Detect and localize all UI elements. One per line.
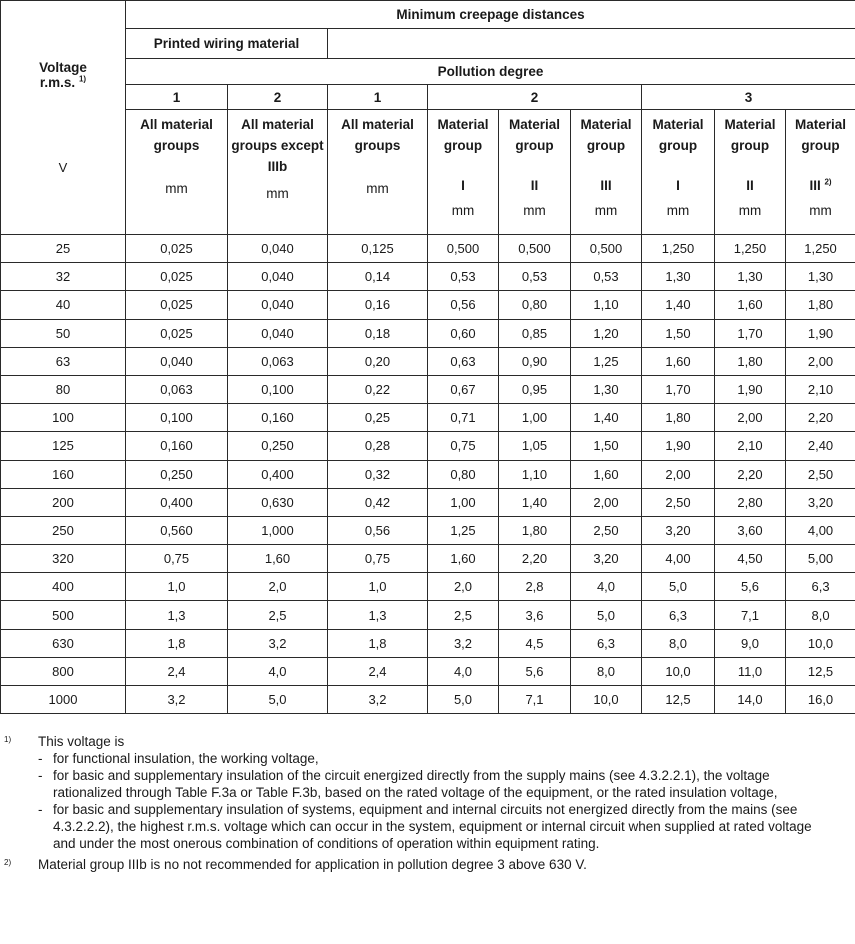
distance-cell: 0,80 bbox=[499, 291, 571, 319]
table-row bbox=[1, 545, 855, 573]
distance-cell: 1,80 bbox=[715, 347, 786, 375]
distance-cell: 2,20 bbox=[786, 404, 855, 432]
distance-cell: 2,4 bbox=[328, 657, 428, 685]
distance-cell: 1,40 bbox=[571, 404, 642, 432]
distance-cell: 1,90 bbox=[642, 432, 715, 460]
printed-wiring-header: Printed wiring material bbox=[126, 29, 328, 59]
footnote-1 bbox=[0, 733, 855, 852]
distance-cell: 1,250 bbox=[786, 235, 855, 263]
distance-cell: 0,025 bbox=[126, 263, 228, 291]
distance-cell: 1,60 bbox=[428, 545, 499, 573]
degree-number: 1 bbox=[126, 85, 228, 110]
distance-cell: 1,10 bbox=[571, 291, 642, 319]
distance-cell: 0,063 bbox=[228, 347, 328, 375]
distance-cell: 5,0 bbox=[642, 573, 715, 601]
distance-cell: 0,500 bbox=[499, 235, 571, 263]
distance-cell: 0,53 bbox=[499, 263, 571, 291]
table-row bbox=[1, 263, 855, 291]
distance-cell: 10,0 bbox=[642, 657, 715, 685]
table-row bbox=[1, 488, 855, 516]
distance-cell: 0,67 bbox=[428, 375, 499, 403]
distance-cell: 0,22 bbox=[328, 375, 428, 403]
distance-cell: 0,100 bbox=[126, 404, 228, 432]
distance-cell: 12,5 bbox=[786, 657, 855, 685]
distance-cell: 1,8 bbox=[328, 629, 428, 657]
distance-cell: 4,0 bbox=[571, 573, 642, 601]
table-row bbox=[1, 432, 855, 460]
distance-cell: 1,05 bbox=[499, 432, 571, 460]
distance-cell: 0,560 bbox=[126, 516, 228, 544]
column-header: All material groups except IIIb mm bbox=[228, 110, 328, 235]
distance-cell: 0,95 bbox=[499, 375, 571, 403]
voltage-cell: 40 bbox=[1, 291, 126, 319]
distance-cell: 1,70 bbox=[642, 375, 715, 403]
distance-cell: 1,60 bbox=[228, 545, 328, 573]
distance-cell: 4,0 bbox=[428, 657, 499, 685]
distance-cell: 4,5 bbox=[499, 629, 571, 657]
pollution-row bbox=[1, 59, 855, 85]
distance-cell: 0,040 bbox=[228, 263, 328, 291]
distance-cell: 11,0 bbox=[715, 657, 786, 685]
table-row bbox=[1, 375, 855, 403]
footnote-ref-2: 2) bbox=[824, 177, 832, 187]
distance-cell: 2,00 bbox=[715, 404, 786, 432]
distance-cell: 1,60 bbox=[571, 460, 642, 488]
distance-cell: 0,53 bbox=[428, 263, 499, 291]
voltage-label: Voltage bbox=[39, 60, 87, 75]
distance-cell: 6,3 bbox=[571, 629, 642, 657]
distance-cell: 2,00 bbox=[642, 460, 715, 488]
distance-cell: 1,50 bbox=[571, 432, 642, 460]
distance-cell: 3,2 bbox=[228, 629, 328, 657]
distance-cell: 0,85 bbox=[499, 319, 571, 347]
voltage-cell: 50 bbox=[1, 319, 126, 347]
footnote-2 bbox=[0, 856, 855, 873]
distance-cell: 0,28 bbox=[328, 432, 428, 460]
distance-cell: 5,0 bbox=[228, 686, 328, 714]
footnote-ref-1: 1) bbox=[78, 74, 87, 84]
distance-cell: 3,2 bbox=[328, 686, 428, 714]
voltage-cell: 320 bbox=[1, 545, 126, 573]
column-desc-row bbox=[1, 110, 855, 235]
voltage-cell: 125 bbox=[1, 432, 126, 460]
table-row bbox=[1, 601, 855, 629]
degree-number: 3 bbox=[642, 85, 855, 110]
distance-cell: 0,60 bbox=[428, 319, 499, 347]
distance-cell: 0,400 bbox=[126, 488, 228, 516]
footnote-mark: 1) bbox=[4, 735, 12, 744]
distance-cell: 0,500 bbox=[428, 235, 499, 263]
distance-cell: 3,60 bbox=[715, 516, 786, 544]
distance-cell: 0,040 bbox=[228, 319, 328, 347]
column-header: Material group III $^{2)}$ mm bbox=[786, 110, 855, 235]
column-header: Material group II mm bbox=[499, 110, 571, 235]
table-row bbox=[1, 291, 855, 319]
distance-cell: 1,25 bbox=[571, 347, 642, 375]
distance-cell: 0,500 bbox=[571, 235, 642, 263]
distance-cell: 1,80 bbox=[499, 516, 571, 544]
distance-cell: 1,3 bbox=[328, 601, 428, 629]
distance-cell: 10,0 bbox=[786, 629, 855, 657]
footnote-item: - for functional insulation, the working voltage, bbox=[38, 751, 319, 766]
distance-cell: 2,40 bbox=[786, 432, 855, 460]
table-row bbox=[1, 629, 855, 657]
voltage-unit: V bbox=[58, 160, 68, 175]
voltage-cell: 32 bbox=[1, 263, 126, 291]
degree-numbers-row bbox=[1, 85, 855, 110]
distance-cell: 1,60 bbox=[715, 291, 786, 319]
distance-cell: 2,8 bbox=[499, 573, 571, 601]
distance-cell: 0,063 bbox=[126, 375, 228, 403]
voltage-cell: 160 bbox=[1, 460, 126, 488]
distance-cell: 4,00 bbox=[786, 516, 855, 544]
distance-cell: 1,50 bbox=[642, 319, 715, 347]
table-row bbox=[1, 460, 855, 488]
distance-cell: 1,00 bbox=[499, 404, 571, 432]
distance-cell: 2,80 bbox=[715, 488, 786, 516]
distance-cell: 3,2 bbox=[126, 686, 228, 714]
column-header: All material groups mm bbox=[126, 110, 228, 235]
distance-cell: 0,75 bbox=[428, 432, 499, 460]
distance-cell: 0,18 bbox=[328, 319, 428, 347]
voltage-cell: 500 bbox=[1, 601, 126, 629]
distance-cell: 3,2 bbox=[428, 629, 499, 657]
distance-cell: 3,20 bbox=[786, 488, 855, 516]
distance-cell: 0,56 bbox=[328, 516, 428, 544]
degree-number: 2 bbox=[228, 85, 328, 110]
distance-cell: 8,0 bbox=[642, 629, 715, 657]
footnote-text: Material group IIIb is no not recommended for application in pollution degree 3 above 630 V. bbox=[38, 857, 587, 872]
distance-cell: 0,025 bbox=[126, 319, 228, 347]
distance-cell: 0,040 bbox=[228, 235, 328, 263]
distance-cell: 5,0 bbox=[571, 601, 642, 629]
distance-cell: 1,30 bbox=[715, 263, 786, 291]
distance-cell: 1,70 bbox=[715, 319, 786, 347]
distance-cell: 1,30 bbox=[571, 375, 642, 403]
voltage-label-rms: r.m.s. $^{1)}$ bbox=[39, 74, 87, 90]
distance-cell: 10,0 bbox=[571, 686, 642, 714]
distance-cell: 7,1 bbox=[499, 686, 571, 714]
distance-cell: 0,250 bbox=[126, 460, 228, 488]
distance-cell: 5,00 bbox=[786, 545, 855, 573]
distance-cell: 4,00 bbox=[642, 545, 715, 573]
distance-cell: 0,025 bbox=[126, 291, 228, 319]
voltage-cell: 400 bbox=[1, 573, 126, 601]
voltage-cell: 63 bbox=[1, 347, 126, 375]
distance-cell: 1,0 bbox=[328, 573, 428, 601]
distance-cell: 0,125 bbox=[328, 235, 428, 263]
distance-cell: 1,40 bbox=[642, 291, 715, 319]
distance-cell: 8,0 bbox=[571, 657, 642, 685]
distance-cell: 1,25 bbox=[428, 516, 499, 544]
distance-cell: 1,8 bbox=[126, 629, 228, 657]
column-header: Material group I mm bbox=[642, 110, 715, 235]
distance-cell: 5,6 bbox=[499, 657, 571, 685]
footnote-item: - for basic and supplementary insulation of the circuit energized directly from the supply mains (see 4.3.2.2.1), the voltage rationalized through Table F.3a or Table F.3b, based on the rated voltage of the equipment, or the rated insulation voltage, bbox=[38, 768, 778, 800]
distance-cell: 1,90 bbox=[786, 319, 855, 347]
printed-row bbox=[1, 29, 855, 59]
distance-cell: 1,00 bbox=[428, 488, 499, 516]
distance-cell: 2,50 bbox=[571, 516, 642, 544]
distance-cell: 0,160 bbox=[228, 404, 328, 432]
distance-cell: 4,0 bbox=[228, 657, 328, 685]
distance-cell: 2,10 bbox=[715, 432, 786, 460]
voltage-cell: 200 bbox=[1, 488, 126, 516]
distance-cell: 3,6 bbox=[499, 601, 571, 629]
distance-cell: 0,75 bbox=[126, 545, 228, 573]
distance-cell: 1,80 bbox=[642, 404, 715, 432]
column-header: Material group III mm bbox=[571, 110, 642, 235]
distance-cell: 6,3 bbox=[786, 573, 855, 601]
title-row bbox=[1, 1, 855, 29]
table-row bbox=[1, 573, 855, 601]
table-row bbox=[1, 404, 855, 432]
table-row bbox=[1, 235, 855, 263]
distance-cell: 1,60 bbox=[642, 347, 715, 375]
distance-cell: 2,00 bbox=[786, 347, 855, 375]
printed-wiring-blank bbox=[328, 29, 855, 59]
distance-cell: 2,20 bbox=[715, 460, 786, 488]
distance-cell: 0,32 bbox=[328, 460, 428, 488]
distance-cell: 0,14 bbox=[328, 263, 428, 291]
distance-cell: 0,90 bbox=[499, 347, 571, 375]
distance-cell: 1,250 bbox=[642, 235, 715, 263]
column-header: Material group I mm bbox=[428, 110, 499, 235]
distance-cell: 0,63 bbox=[428, 347, 499, 375]
distance-cell: 3,20 bbox=[571, 545, 642, 573]
distance-cell: 2,4 bbox=[126, 657, 228, 685]
distance-cell: 1,10 bbox=[499, 460, 571, 488]
distance-cell: 0,75 bbox=[328, 545, 428, 573]
distance-cell: 0,025 bbox=[126, 235, 228, 263]
distance-cell: 16,0 bbox=[786, 686, 855, 714]
footnotes bbox=[0, 733, 855, 873]
table-title: Minimum creepage distances bbox=[126, 1, 855, 29]
distance-cell: 2,50 bbox=[786, 460, 855, 488]
distance-cell: 0,040 bbox=[126, 347, 228, 375]
distance-cell: 6,3 bbox=[642, 601, 715, 629]
distance-cell: 1,80 bbox=[786, 291, 855, 319]
distance-cell: 2,00 bbox=[571, 488, 642, 516]
distance-cell: 0,16 bbox=[328, 291, 428, 319]
distance-cell: 1,3 bbox=[126, 601, 228, 629]
column-header: Material group II mm bbox=[715, 110, 786, 235]
distance-cell: 2,10 bbox=[786, 375, 855, 403]
distance-cell: 0,160 bbox=[126, 432, 228, 460]
distance-cell: 1,000 bbox=[228, 516, 328, 544]
table-row bbox=[1, 657, 855, 685]
distance-cell: 7,1 bbox=[715, 601, 786, 629]
distance-cell: 2,0 bbox=[428, 573, 499, 601]
voltage-cell: 100 bbox=[1, 404, 126, 432]
distance-cell: 1,30 bbox=[786, 263, 855, 291]
distance-cell: 8,0 bbox=[786, 601, 855, 629]
distance-cell: 0,25 bbox=[328, 404, 428, 432]
footnote-item: - for basic and supplementary insulation of systems, equipment and internal circuits not energized directly from the mains (see 4.3.2.2.2), the highest r.m.s. voltage which can occur in the system, equipment or internal circuit when supplied at rated voltage and under the most onerous combination of conditions of operation within equipment rating. bbox=[38, 802, 812, 851]
footnote-intro: This voltage is bbox=[38, 734, 125, 749]
distance-cell: 0,71 bbox=[428, 404, 499, 432]
distance-cell: 0,630 bbox=[228, 488, 328, 516]
distance-cell: 2,0 bbox=[228, 573, 328, 601]
voltage-cell: 800 bbox=[1, 657, 126, 685]
table-row bbox=[1, 319, 855, 347]
distance-cell: 1,20 bbox=[571, 319, 642, 347]
distance-cell: 1,250 bbox=[715, 235, 786, 263]
distance-cell: 0,56 bbox=[428, 291, 499, 319]
voltage-header bbox=[1, 1, 126, 235]
column-header: All material groups mm bbox=[328, 110, 428, 235]
footnote-list bbox=[38, 750, 855, 852]
voltage-cell: 25 bbox=[1, 235, 126, 263]
distance-cell: 12,5 bbox=[642, 686, 715, 714]
distance-cell: 0,100 bbox=[228, 375, 328, 403]
table-row bbox=[1, 686, 855, 714]
distance-cell: 9,0 bbox=[715, 629, 786, 657]
distance-cell: 0,80 bbox=[428, 460, 499, 488]
voltage-cell: 250 bbox=[1, 516, 126, 544]
distance-cell: 1,40 bbox=[499, 488, 571, 516]
distance-cell: 0,20 bbox=[328, 347, 428, 375]
distance-cell: 0,040 bbox=[228, 291, 328, 319]
pollution-degree-header: Pollution degree bbox=[126, 59, 855, 85]
table-row bbox=[1, 516, 855, 544]
distance-cell: 2,5 bbox=[228, 601, 328, 629]
table-row bbox=[1, 347, 855, 375]
distance-cell: 0,42 bbox=[328, 488, 428, 516]
distance-cell: 0,53 bbox=[571, 263, 642, 291]
degree-number: 2 bbox=[428, 85, 642, 110]
distance-cell: 5,6 bbox=[715, 573, 786, 601]
distance-cell: 3,20 bbox=[642, 516, 715, 544]
distance-cell: 0,400 bbox=[228, 460, 328, 488]
distance-cell: 2,5 bbox=[428, 601, 499, 629]
distance-cell: 2,50 bbox=[642, 488, 715, 516]
table-body bbox=[1, 235, 855, 714]
distance-cell: 0,250 bbox=[228, 432, 328, 460]
distance-cell: 14,0 bbox=[715, 686, 786, 714]
distance-cell: 1,0 bbox=[126, 573, 228, 601]
distance-cell: 4,50 bbox=[715, 545, 786, 573]
distance-cell: 5,0 bbox=[428, 686, 499, 714]
voltage-cell: 630 bbox=[1, 629, 126, 657]
degree-number: 1 bbox=[328, 85, 428, 110]
voltage-cell: 1000 bbox=[1, 686, 126, 714]
distance-cell: 2,20 bbox=[499, 545, 571, 573]
distance-cell: 1,90 bbox=[715, 375, 786, 403]
voltage-cell: 80 bbox=[1, 375, 126, 403]
footnote-mark: 2) bbox=[4, 858, 12, 867]
distance-cell: 1,30 bbox=[642, 263, 715, 291]
